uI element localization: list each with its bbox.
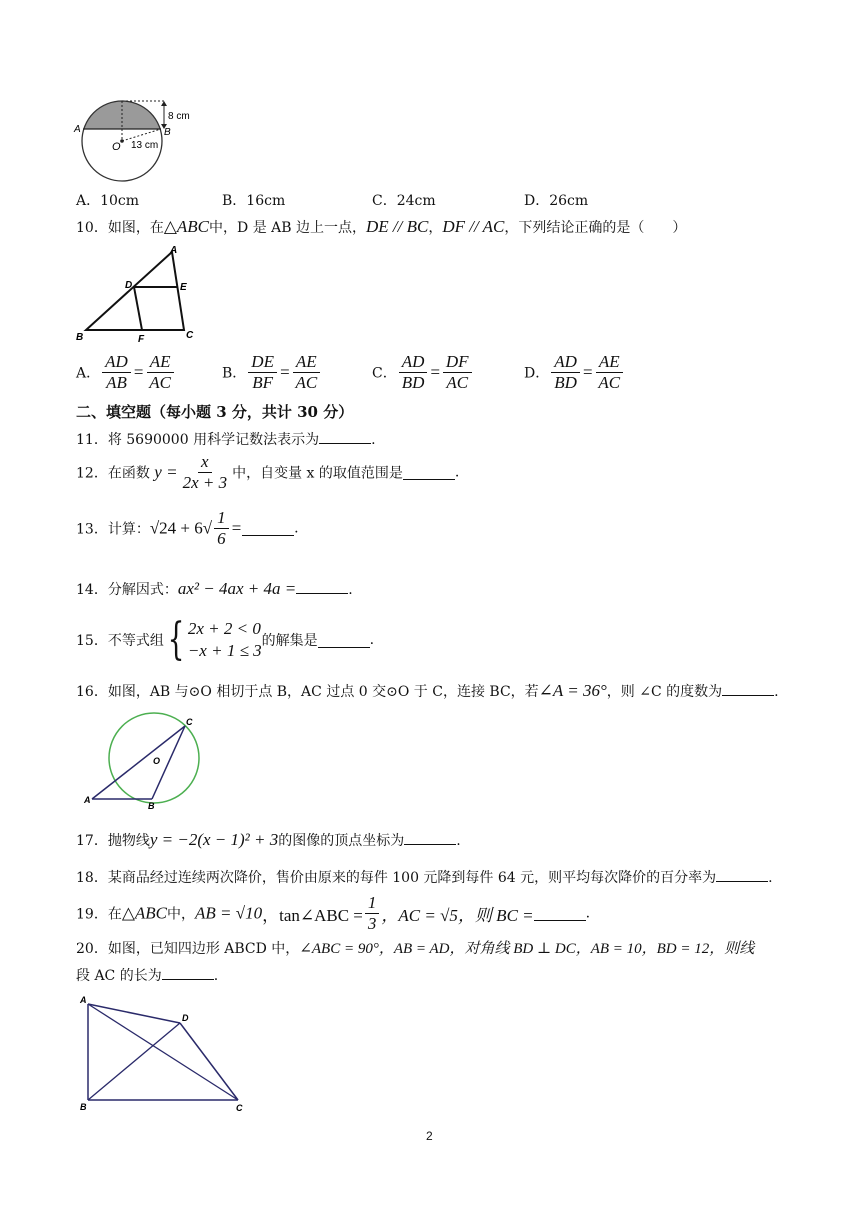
q16-label-c: C — [186, 717, 193, 727]
q10-b-right-fraction: $\frac{AE}{AC}$ — [292, 352, 320, 393]
q20-label-b: B — [80, 1102, 87, 1112]
q19-answer-blank — [534, 906, 586, 921]
q9-label-height: 8 cm — [168, 111, 190, 122]
q20-diagonal-ac — [88, 1004, 238, 1100]
q14-answer-blank — [296, 579, 348, 594]
q19-fraction: $\frac{1}{3}$ — [365, 893, 380, 934]
q10-a-left-fraction: $\frac{AD}{AB}$ — [102, 352, 131, 393]
q15-system: 2x + 2 < 0 −x + 1 ≤ 3 — [187, 619, 262, 660]
q11: 11．将 5690000 用科学记数法表示为 . — [76, 429, 376, 449]
q10-a-right-fraction: $\frac{AE}{AC}$ — [146, 352, 174, 393]
q20-line2: 段 AC 的长为 . — [76, 965, 218, 985]
q10-c-left-fraction: $\frac{AD}{BD}$ — [399, 352, 428, 393]
q10-triangle: △ABC — [163, 217, 210, 236]
q10-c-right-fraction: $\frac{DF}{AC}$ — [443, 352, 472, 393]
q20-label-d: D — [182, 1013, 189, 1023]
q10-number: 10． — [76, 220, 108, 236]
q16-circle-figure — [82, 708, 212, 812]
q9-option-c: C．24cm — [372, 193, 436, 209]
q14: 14．分解因式：ax² − 4ax + 4a = . — [76, 579, 353, 598]
q10-stem — [76, 217, 686, 237]
q13-answer-blank — [242, 521, 294, 536]
q18-answer-blank — [716, 867, 768, 882]
q15-answer-blank — [318, 633, 370, 648]
q10-triangle-figure — [72, 244, 202, 344]
q13: 13．计算：√24 + 6√ $\frac{1}{6}$ = . — [76, 508, 299, 548]
q10-label-e: E — [180, 282, 187, 293]
q16-label-o: O — [153, 756, 161, 766]
q10-option-a: A． $\frac{AD}{AB}$ = $\frac{AE}{AC}$ — [76, 352, 176, 393]
q9-circle-figure — [72, 96, 222, 186]
q19: 19．在△ABC中，AB = √10，tan∠ABC = $\frac{1}{3}$ ，AC = √5，则 BC = . — [76, 893, 591, 933]
q20-label-a: A — [80, 995, 87, 1005]
page-number: 2 — [426, 1129, 433, 1143]
q10-label-f: F — [138, 334, 145, 344]
q16-label-b: B — [148, 801, 155, 811]
q15: 15．不等式组{ 2x + 2 < 0 −x + 1 ≤ 3 的解集是 . — [76, 614, 375, 665]
q10-option-c: C． $\frac{AD}{BD}$ = $\frac{DF}{AC}$ — [372, 352, 474, 393]
q16-answer-blank — [722, 681, 774, 696]
q20-diagonal-bd — [88, 1023, 180, 1100]
q10-sep: ， — [428, 220, 443, 236]
q10-label-b: B — [76, 332, 84, 343]
q10-text-mid: 中，D 是 AB 边上一点， — [209, 220, 366, 236]
q10-cond1: DE // BC — [366, 217, 429, 236]
q9-option-d: D．26cm — [524, 193, 589, 209]
q9-label-a: A — [74, 124, 81, 135]
q9-option-a: A．10cm — [76, 193, 140, 209]
q20-label-c: C — [236, 1103, 243, 1113]
q10-d-left-fraction: $\frac{AD}{BD}$ — [551, 352, 580, 393]
q10-cond2: DF // AC — [442, 217, 505, 236]
q10-b-left-fraction: $\frac{DE}{BF}$ — [248, 352, 277, 393]
q10-text-pre: 如图，在 — [107, 220, 164, 236]
q20-line1: 20．如图，已知四边形 ABCD 中，∠ABC = 90°，AB = AD，对角线 BD ⊥ DC，AB = 10，BD = 12，则线 — [76, 941, 755, 957]
q10-option-b: B． $\frac{DE}{BF}$ = $\frac{AE}{AC}$ — [222, 352, 322, 393]
q10-label-c: C — [186, 330, 194, 341]
q10-segment-df — [134, 287, 142, 330]
q10-label-a: A — [170, 245, 178, 256]
q10-d-right-fraction: $\frac{AE}{AC}$ — [595, 352, 623, 393]
q9-label-b: B — [164, 127, 171, 138]
q9-label-o: O — [112, 141, 121, 153]
q17: 17．抛物线y = −2(x − 1)² + 3的图像的顶点坐标为 . — [76, 830, 461, 849]
q10-option-d: D． $\frac{AD}{BD}$ = $\frac{AE}{AC}$ — [524, 352, 625, 393]
q18: 18．某商品经过连续两次降价，售价由原来的每件 100 元降到每件 64 元，则平均每次降价的百分率为 . — [76, 867, 773, 887]
q13-fraction: $\frac{1}{6}$ — [214, 508, 229, 549]
section2-title: 二、填空题（每小题 3 分，共计 30 分） — [76, 403, 354, 421]
q9-option-b: B．16cm — [222, 193, 286, 209]
q20-side-dc — [180, 1023, 238, 1100]
q16-label-a: A — [84, 795, 91, 805]
q16: 16．如图，AB 与⊙O 相切于点 B，AC 过点 0 交⊙O 于 C，连接 BC，若∠A = 36°，则 ∠C 的度数为 . — [76, 681, 779, 700]
q9-label-radius: 13 cm — [131, 140, 159, 151]
q12-fraction: $\frac{x}{2x + 3}$ — [182, 452, 228, 492]
q12-answer-blank — [403, 465, 455, 480]
q20-answer-blank — [162, 965, 214, 980]
q17-answer-blank — [404, 830, 456, 845]
q11-answer-blank — [319, 429, 371, 444]
q10-text-post: ，下列结论正确的是（ ） — [504, 220, 687, 236]
q10-label-d: D — [125, 280, 133, 291]
q12: 12．在函数 y = $\frac{x}{2x + 3}$ 中，自变量 x 的取值范围是 . — [76, 452, 460, 492]
q16-line-ac — [92, 726, 185, 799]
q20-quadrilateral-figure — [76, 992, 256, 1116]
